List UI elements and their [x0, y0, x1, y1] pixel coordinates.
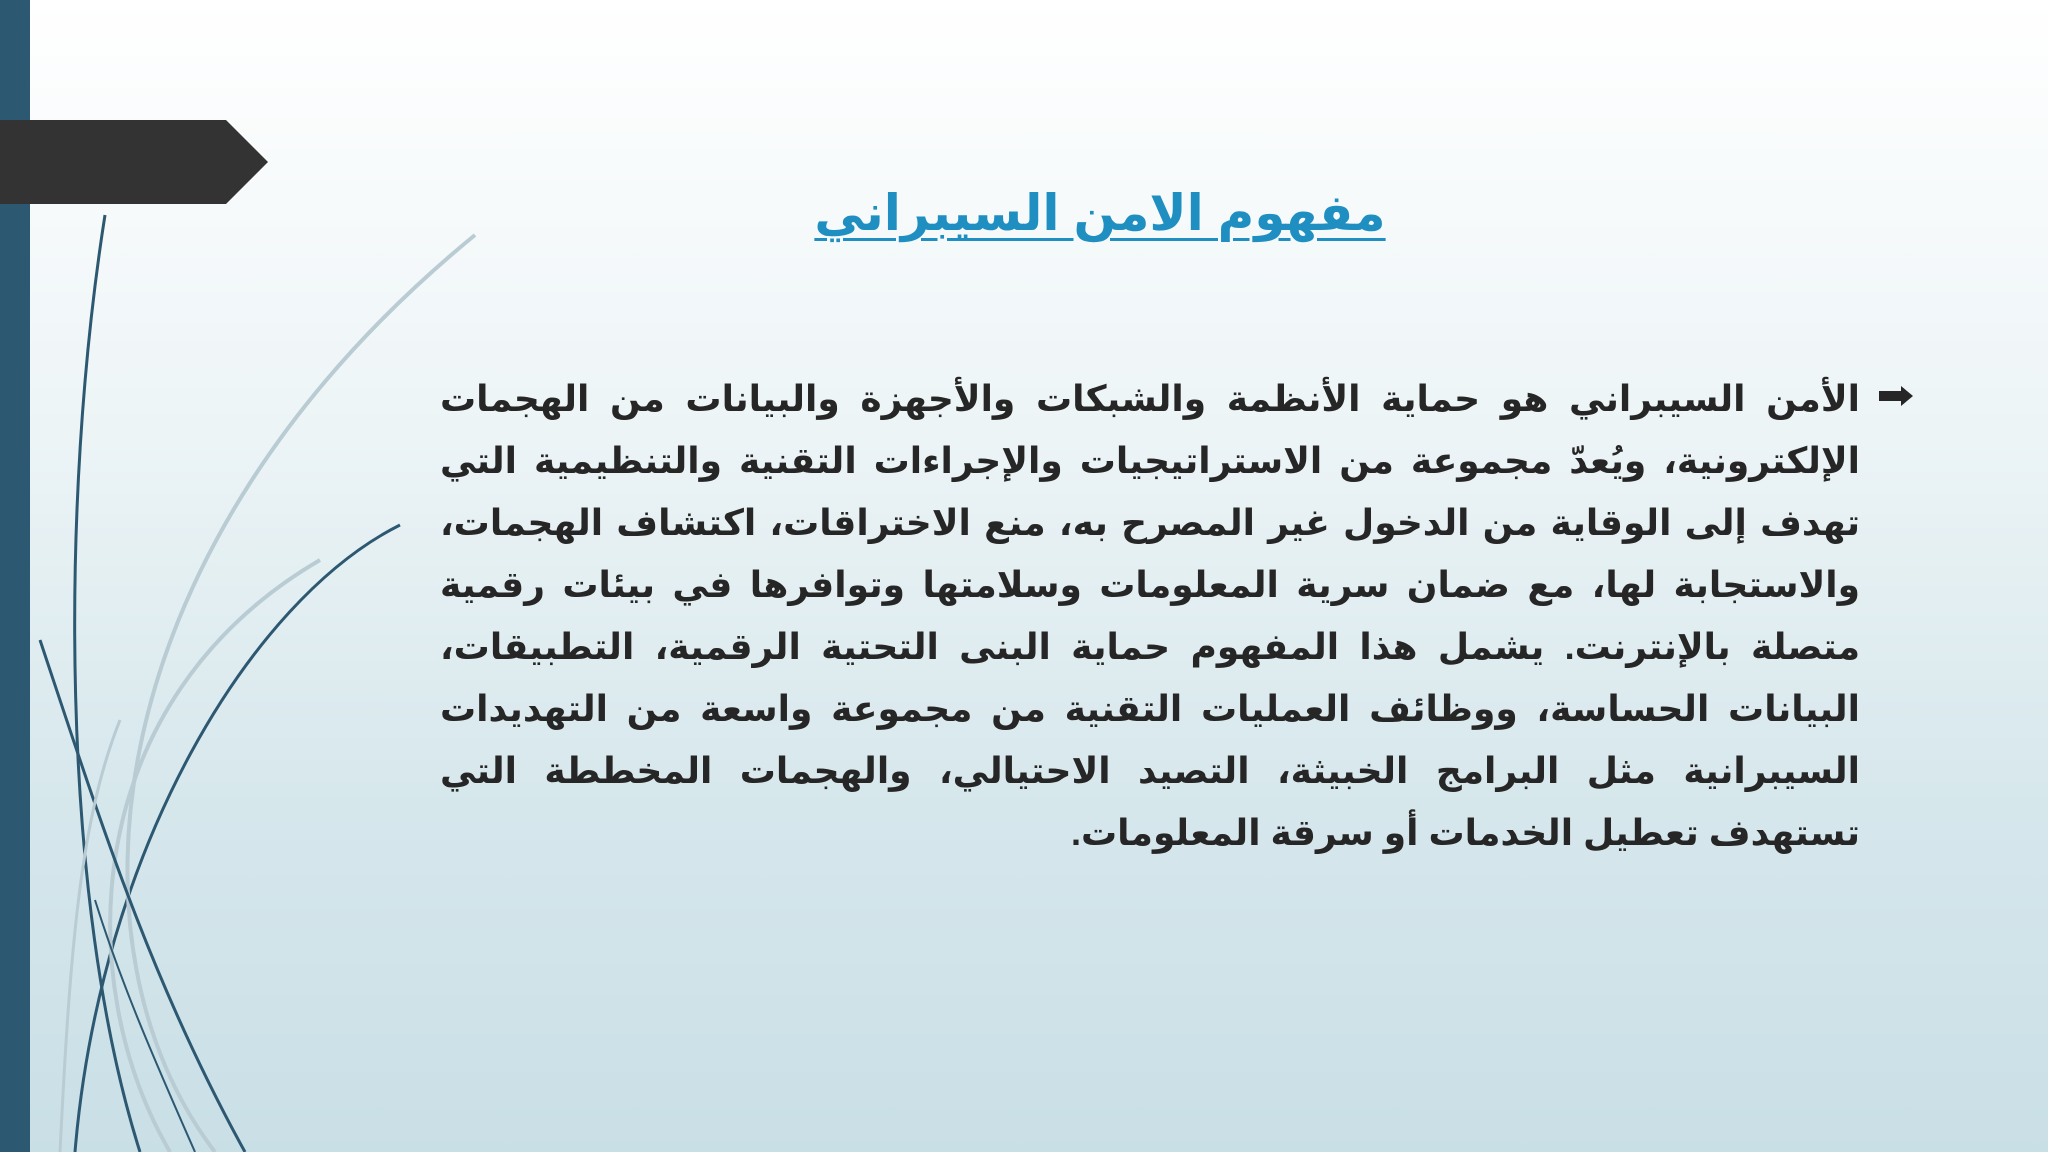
arrow-bullet-icon	[1875, 382, 1915, 410]
slide-content	[440, 368, 1860, 864]
bullet-text: الأمن السيبراني هو حماية الأنظمة والشبكات والأجهزة والبيانات من الهجمات الإلكترونية، ويُعدّ مجموعة من الاستراتيجيات والإجراءات التقنية والتنظيمية التي تهدف إلى الوقاية من الدخول غير المصرح به، منع الاختراقات، اكتشاف الهجمات، والاستجابة لها، مع ضمان سرية المعلومات وسلامتها وتوافرها في بيئات رقمية متصلة بالإنترنت. يشمل هذا المفهوم حماية البنى التحتية الرقمية، التطبيقات، البيانات الحساسة، ووظائف العمليات التقنية من مجموعة واسعة من التهديدات السيبرانية مثل البرامج الخبيثة، التصيد الاحتيالي، والهجمات المخططة التي تستهدف تعطيل الخدمات أو سرقة المعلومات.	[440, 378, 1860, 853]
bullet-item	[440, 368, 1860, 864]
slide-title: مفهوم الامن السيبراني	[814, 185, 1386, 241]
title-tab-shape	[0, 0, 280, 1152]
